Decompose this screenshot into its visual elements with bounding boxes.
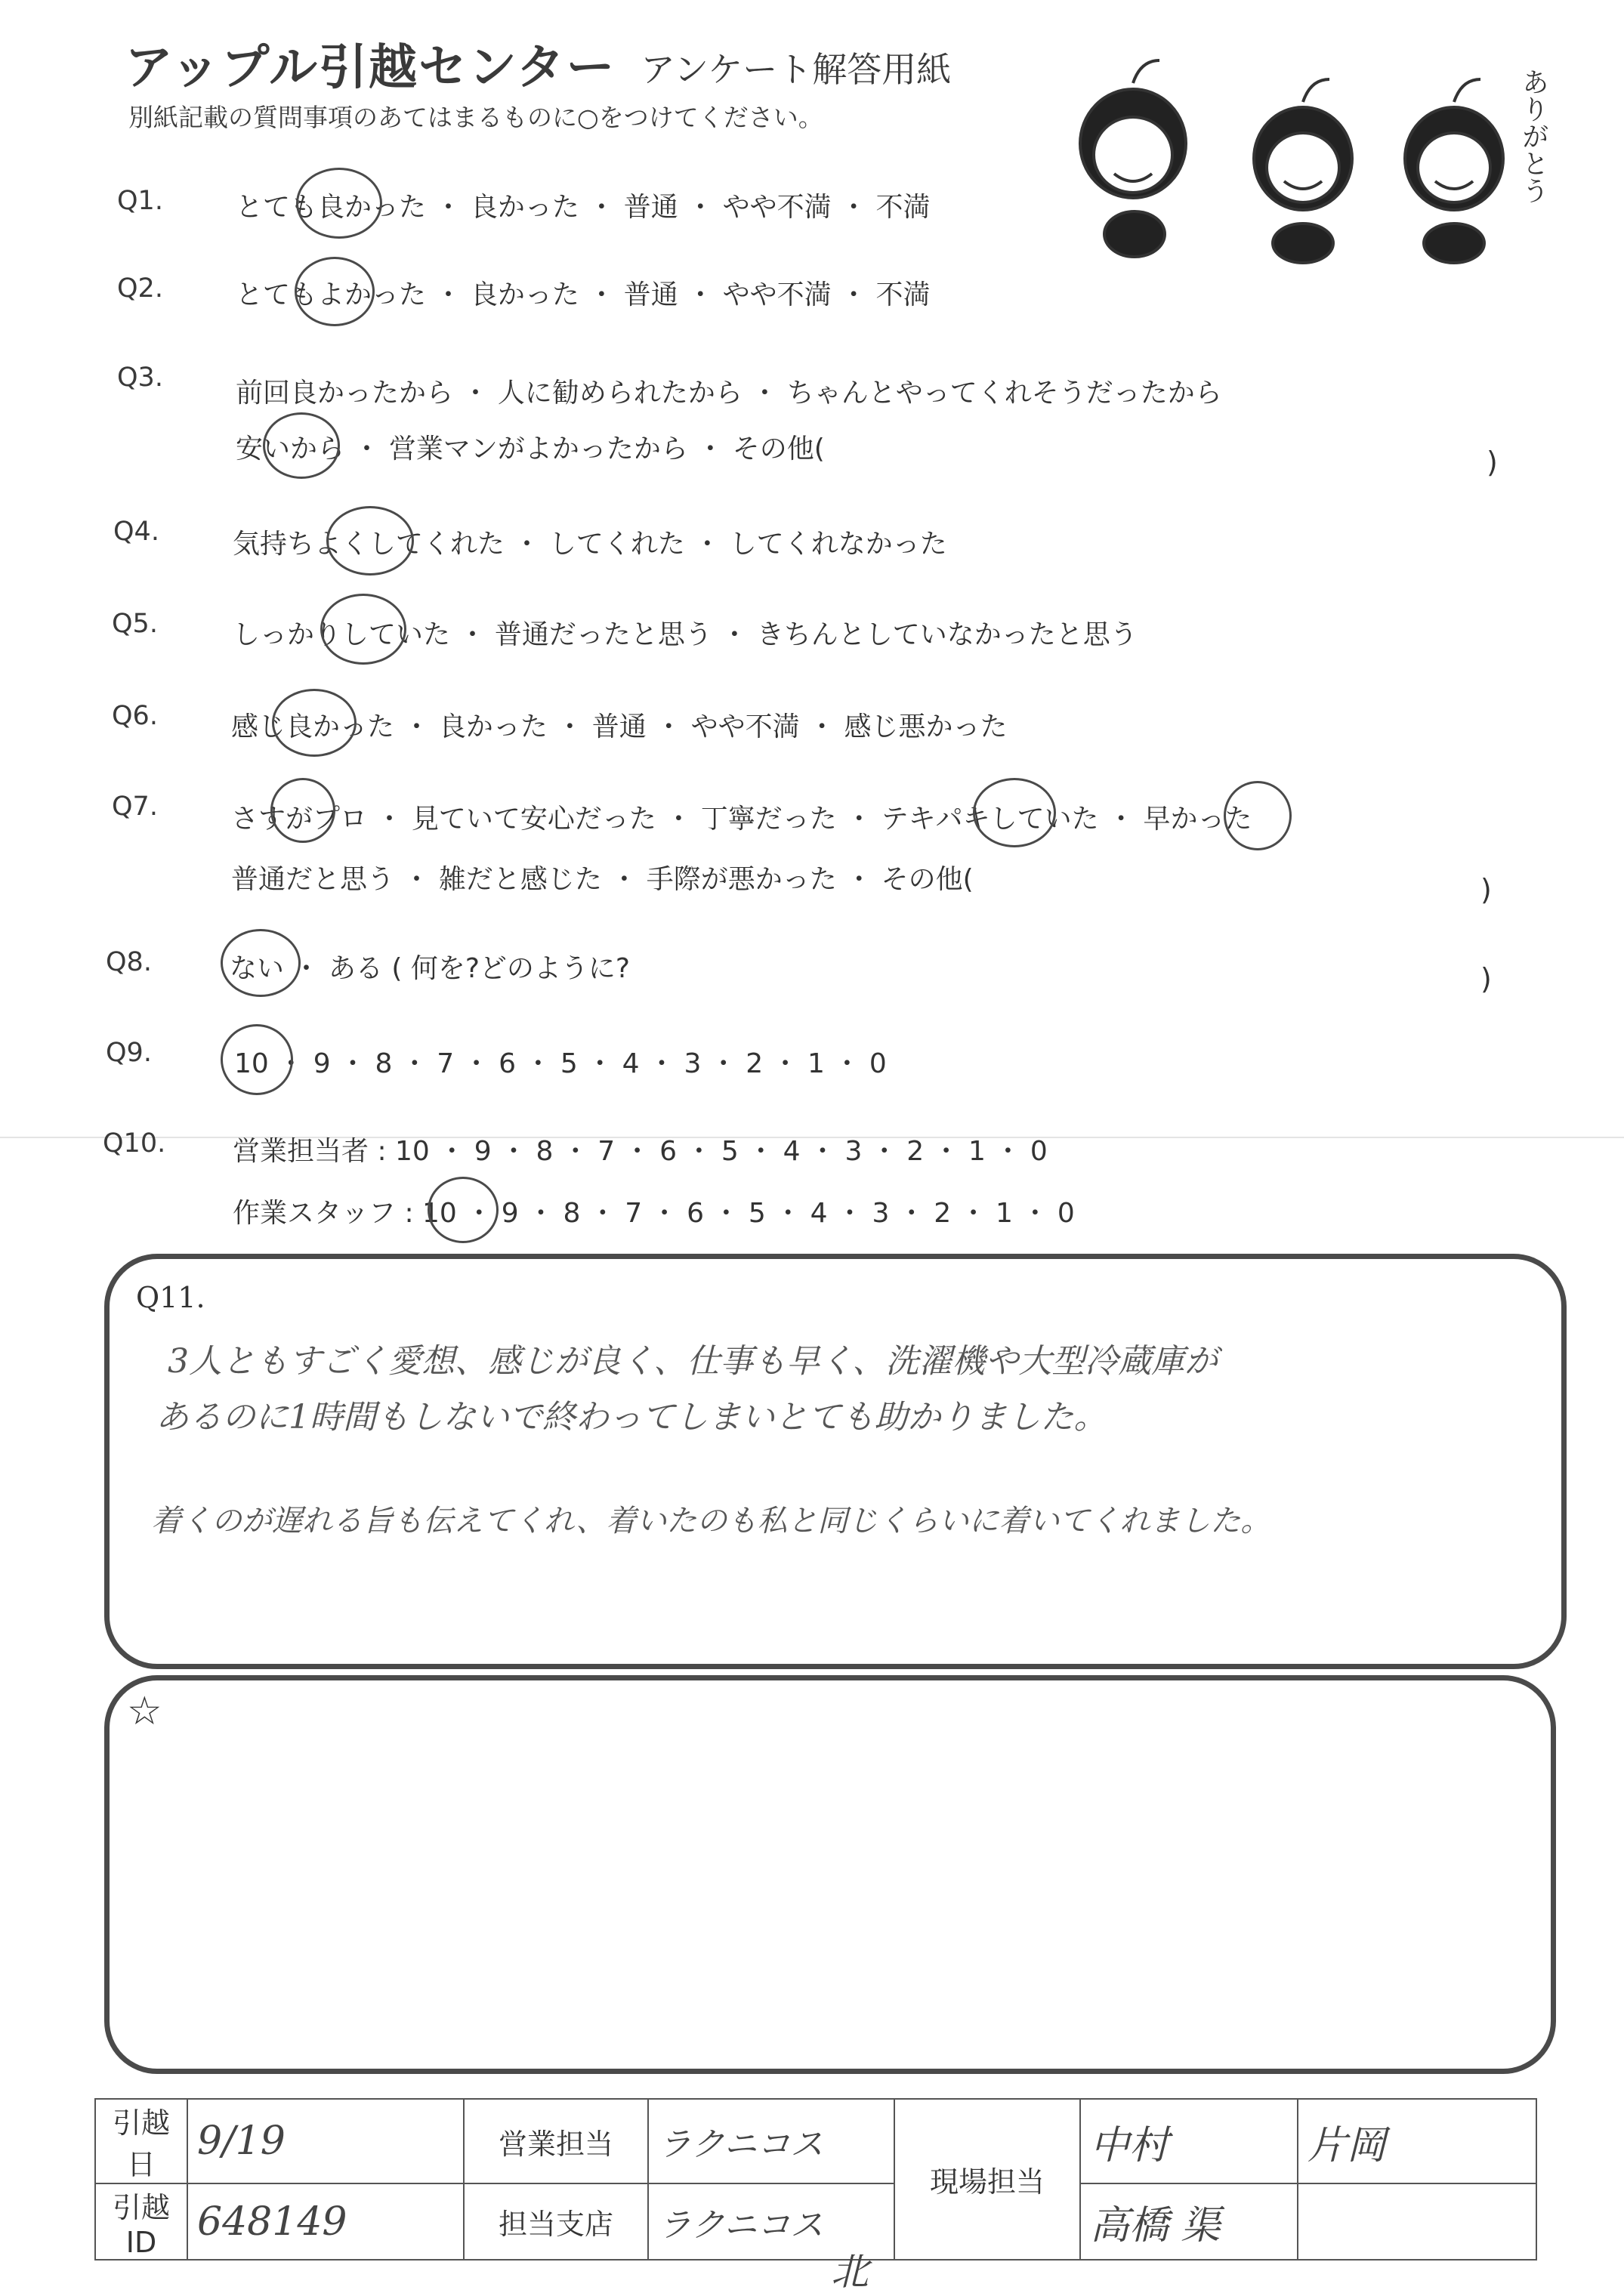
branch-label: 担当支店 <box>464 2183 648 2260</box>
q4-answer-circle <box>326 506 414 576</box>
q10-staff-options[interactable]: 作業スタッフ : 10 ・ 9 ・ 8 ・ 7 ・ 6 ・ 5 ・ 4 ・ 3 ・ 2 ・ 1 ・ 0 <box>233 1198 1075 1229</box>
info-table <box>94 2098 1537 2261</box>
page-subtitle: アンケート解答用紙 <box>641 49 952 90</box>
monkey-icon <box>1254 79 1352 263</box>
q11-answer-line-2: あるのに1時間もしないで終わってしまいとても助かりました。 <box>156 1398 1107 1437</box>
q1-answer-circle <box>296 168 382 239</box>
q7-close-paren: ) <box>1480 873 1492 906</box>
q9-options[interactable]: 10 ・ 9 ・ 8 ・ 7 ・ 6 ・ 5 ・ 4 ・ 3 ・ 2 ・ 1 ・ 0 <box>234 1048 887 1079</box>
q5-label: Q5. <box>112 609 158 639</box>
move-date-label: 引越日 <box>95 2099 187 2183</box>
q5-options[interactable]: しっかりしていた ・ 普通だったと思う ・ きちんとしていなかったと思う <box>233 619 1138 650</box>
q1-options[interactable]: とても良かった ・ 良かった ・ 普通 ・ やや不満 ・ 不満 <box>236 192 931 223</box>
q7-answer-circle-2 <box>973 778 1056 847</box>
q7-options-line2[interactable]: 普通だと思う ・ 雑だと感じた ・ 手際が悪かった ・ その他( <box>231 864 974 895</box>
q11-answer-line-3: 着くのが遅れる旨も伝えてくれ、着いたのも私と同じくらいに着いてくれました。 <box>151 1504 1271 1538</box>
site-label: 現場担当 <box>894 2099 1080 2260</box>
sales-label: 営業担当 <box>464 2099 648 2183</box>
q10-label: Q10. <box>103 1128 166 1159</box>
star-comment-box[interactable] <box>104 1675 1556 2074</box>
q6-answer-circle <box>272 689 357 757</box>
q3-options-line2[interactable]: 安いから ・ 営業マンがよかったから ・ その他( <box>236 434 825 464</box>
q4-options[interactable]: 気持ちよくしてくれた ・ してくれた ・ してくれなかった <box>233 529 947 560</box>
q7-options-line1[interactable]: さすがプロ ・ 見ていて安心だった ・ 丁寧だった ・ テキパキしていた ・ 早かった <box>231 804 1252 835</box>
q3-label: Q3. <box>117 363 163 393</box>
site-staff-2: 片岡 <box>1298 2099 1536 2183</box>
star-icon: ☆ <box>127 1689 162 1734</box>
move-id-label: 引越 ID <box>95 2183 187 2260</box>
q7-answer-circle-3 <box>1224 781 1292 850</box>
q11-comment-box[interactable] <box>104 1254 1567 1669</box>
site-staff-3: 高橋 渠 <box>1080 2183 1298 2260</box>
q8-options[interactable]: ない ・ ある ( 何を?どのように? <box>230 953 631 984</box>
mascot-caption: ありがとう <box>1517 68 1549 204</box>
q11-label: Q11. <box>136 1281 205 1314</box>
sales-value: ラクニコス <box>648 2099 894 2183</box>
q11-answer-line-1: 3人ともすごく愛想、感じが良く、仕事も早く、洗濯機や大型冷蔵庫が <box>168 1342 1218 1381</box>
site-staff-empty <box>1298 2183 1536 2260</box>
q2-options[interactable]: とてもよかった ・ 良かった ・ 普通 ・ やや不満 ・ 不満 <box>236 279 931 310</box>
q10-staff-answer-circle <box>428 1177 499 1243</box>
q6-options[interactable]: 感じ良かった ・ 良かった ・ 普通 ・ やや不満 ・ 感じ悪かった <box>231 711 1008 742</box>
q3-close-paren: ) <box>1487 446 1498 479</box>
q2-answer-circle <box>295 257 375 326</box>
q10-sales-options[interactable]: 営業担当者 : 10 ・ 9 ・ 8 ・ 7 ・ 6 ・ 5 ・ 4 ・ 3 ・ 2 ・ 1 ・ 0 <box>233 1136 1048 1167</box>
page-title: アップル引越センター <box>125 40 616 96</box>
q4-label: Q4. <box>113 517 159 547</box>
q3-options-line1[interactable]: 前回良かったから ・ 人に勧められたから ・ ちゃんとやってくれそうだったから <box>236 378 1222 409</box>
q7-label: Q7. <box>112 792 158 822</box>
q8-label: Q8. <box>106 947 152 977</box>
q3-answer-circle <box>263 412 340 479</box>
site-staff-1: 中村 <box>1080 2099 1298 2183</box>
q1-label: Q1. <box>117 186 163 216</box>
move-date-value: 9/19 <box>187 2099 464 2183</box>
q8-answer-circle <box>221 929 301 997</box>
q7-answer-circle-1 <box>270 778 335 843</box>
footer-handwritten-mark: 北 <box>831 2250 869 2294</box>
q5-answer-circle <box>320 594 406 665</box>
q9-label: Q9. <box>106 1038 152 1068</box>
q2-label: Q2. <box>117 273 163 304</box>
instruction-text: 別紙記載の質問事項のあてはまるものに○をつけてください。 <box>128 103 823 132</box>
monkey-icon <box>1080 60 1186 257</box>
branch-value: ラクニコス <box>648 2183 894 2260</box>
q6-label: Q6. <box>112 701 158 731</box>
q9-answer-circle <box>221 1024 293 1095</box>
mascot-illustration <box>1050 45 1564 264</box>
monkey-icon <box>1405 79 1503 263</box>
move-id-value: 648149 <box>187 2183 464 2260</box>
q8-close-paren: ) <box>1480 962 1492 995</box>
